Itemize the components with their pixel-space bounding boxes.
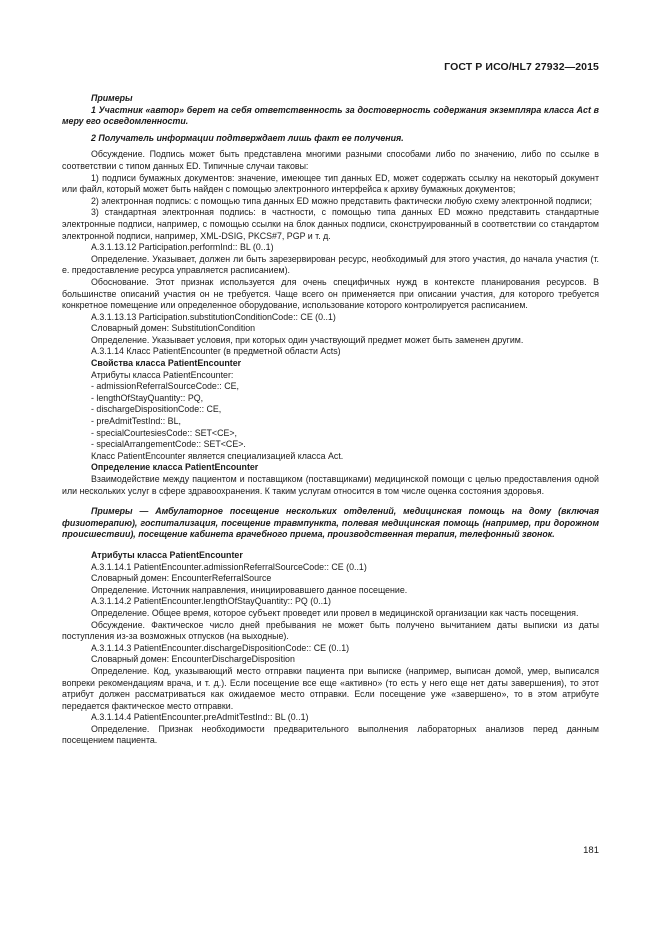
example-paragraph: Примеры — Амбулаторное посещение нескольких отделений, медицинская помощь на дому (включая физиотерапию), госпитализация, посещение травмпункта, полевая медицинская помощь (например, при дорожном происшествии), посещение кабинета врачебного приема, производственная терапия, телефонный звонок. <box>62 506 599 540</box>
paragraph: Определение. Общее время, которое субъект проведет или провел в медицинской организации как часть посещения. <box>91 607 579 618</box>
paragraph: A.3.1.14.2 PatientEncounter.lengthOfStayQuantity:: PQ (0..1) <box>91 596 331 607</box>
paragraph: Обоснование. Этот признак используется для очень специфичных нужд в контексте планирования ресурсов. В большинстве описаний участия он не требуется. Чаще всего он применяется при описании участия, для которого требуется конкретное помещение или определенное оборудование, использование которого контролируется расписанием. <box>62 276 599 311</box>
paragraph: A.3.1.14.4 PatientEncounter.preAdmitTestInd:: BL (0..1) <box>91 712 309 723</box>
list-item: - lengthOfStayQuantity:: PQ, <box>91 392 204 403</box>
example-paragraph: 1 Участник «автор» берет на себя ответственность за достоверность содержания экземпляра класса Act в меру его осведомленности. <box>62 104 599 127</box>
paragraph: Определение. Указывает условия, при которых один участвующий предмет может быть заменен другим. <box>91 334 524 345</box>
paragraph: Обсуждение. Подпись может быть представлена многими разными способами либо по значению, либо по ссылке в соответствии с типом данных ED. Типичные случаи таковы: <box>62 149 599 171</box>
section-heading: Свойства класса PatientEncounter <box>91 358 242 369</box>
paragraph: A.3.1.14.3 PatientEncounter.dischargeDispositionCode:: CE (0..1) <box>91 642 350 653</box>
document-body <box>62 93 599 747</box>
paragraph: A.3.1.14 Класс PatientEncounter (в предметной области Acts) <box>91 346 341 357</box>
list-item: - preAdmitTestInd:: BL, <box>91 416 181 427</box>
paragraph: Словарный домен: EncounterReferralSource <box>91 573 272 584</box>
section-heading: Определение класса PatientEncounter <box>91 462 259 473</box>
list-item: - specialArrangementCode:: SET<CE>. <box>91 439 246 450</box>
list-item: - dischargeDispositionCode:: CE, <box>91 404 222 415</box>
attribute-list <box>62 381 599 451</box>
paragraph: Определение. Указывает, должен ли быть зарезервирован ресурс, необходимый для этого участия, до начала участия (т. е. предоставление ресурса управляется расписанием). <box>62 253 599 276</box>
list-item: - specialCourtesiesCode:: SET<CE>, <box>91 427 237 438</box>
page-number: 181 <box>583 845 599 856</box>
list-item: - admissionReferralSourceCode:: CE, <box>91 381 239 392</box>
paragraph: A.3.1.13.13 Participation.substitutionConditionCode:: CE (0..1) <box>91 311 336 322</box>
paragraph: 2) электронная подпись: с помощью типа данных ED можно представить фактически любую схему электронной подписи; <box>91 195 592 206</box>
example-paragraph: Примеры <box>91 93 133 103</box>
paragraph: Определение. Признак необходимости предварительного выполнения лабораторных анализов перед данным посещением пациента. <box>62 723 599 746</box>
paragraph: 3) стандартная электронная подпись: в частности, с помощью типа данных ED можно представить стандартные электронные подписи, например, с помощью ссылки на блок данных подписи, сконструированный в соответствии со стандартом электронной подписи, например, XML-DSIG, PKCS#7, PGP и т. д. <box>62 207 599 241</box>
paragraph: Определение. Код, указывающий место отправки пациента при выписке (например, выписан домой, умер, выписался вопреки рекомендациям врача, и т. д.). Если посещение все еще «активно» (то есть у него еще нет даты завершения), то этот атрибут должен рассматриваться как ожидаемое место отправки. Если посещение уже «завершено», то в этом атрибуте передается фактическое место отправки. <box>62 665 599 711</box>
paragraph: Словарный домен: SubstitutionCondition <box>91 323 256 334</box>
paragraph: Взаимодействие между пациентом и поставщиком (поставщиками) медицинской помощи с целью предоставления одной или нескольких услуг в сфере здравоохранения. К таким услугам относится в том числе оценка состояния здоровья. <box>62 474 599 496</box>
document-header: ГОСТ Р ИСО/HL7 27932—2015 <box>444 61 599 73</box>
example-paragraph: 2 Получатель информации подтверждает лишь факт ее получения. <box>91 132 404 143</box>
paragraph: Класс PatientEncounter является специализацией класса Act. <box>91 450 344 461</box>
paragraph: A.3.1.13.12 Participation.performInd:: BL (0..1) <box>91 242 274 253</box>
paragraph: Обсуждение. Фактическое число дней пребывания не может быть получено вычитанием даты выписки из даты поступления из-за возможных отпусков (на выходные). <box>62 619 599 642</box>
paragraph: A.3.1.14.1 PatientEncounter.admissionReferralSourceCode:: CE (0..1) <box>91 561 367 572</box>
section-heading: Атрибуты класса PatientEncounter <box>91 549 243 560</box>
paragraph: Атрибуты класса PatientEncounter: <box>91 369 234 380</box>
paragraph: 1) подписи бумажных документов: значение, имеющее тип данных ED, может содержать ссылку на некоторый документ или файл, который может быть найден с помощью электронного интерфейса к архиву бумажных документов; <box>62 172 599 195</box>
paragraph: Словарный домен: EncounterDischargeDisposition <box>91 654 295 665</box>
paragraph: Определение. Источник направления, инициировавшего данное посещение. <box>91 584 408 595</box>
